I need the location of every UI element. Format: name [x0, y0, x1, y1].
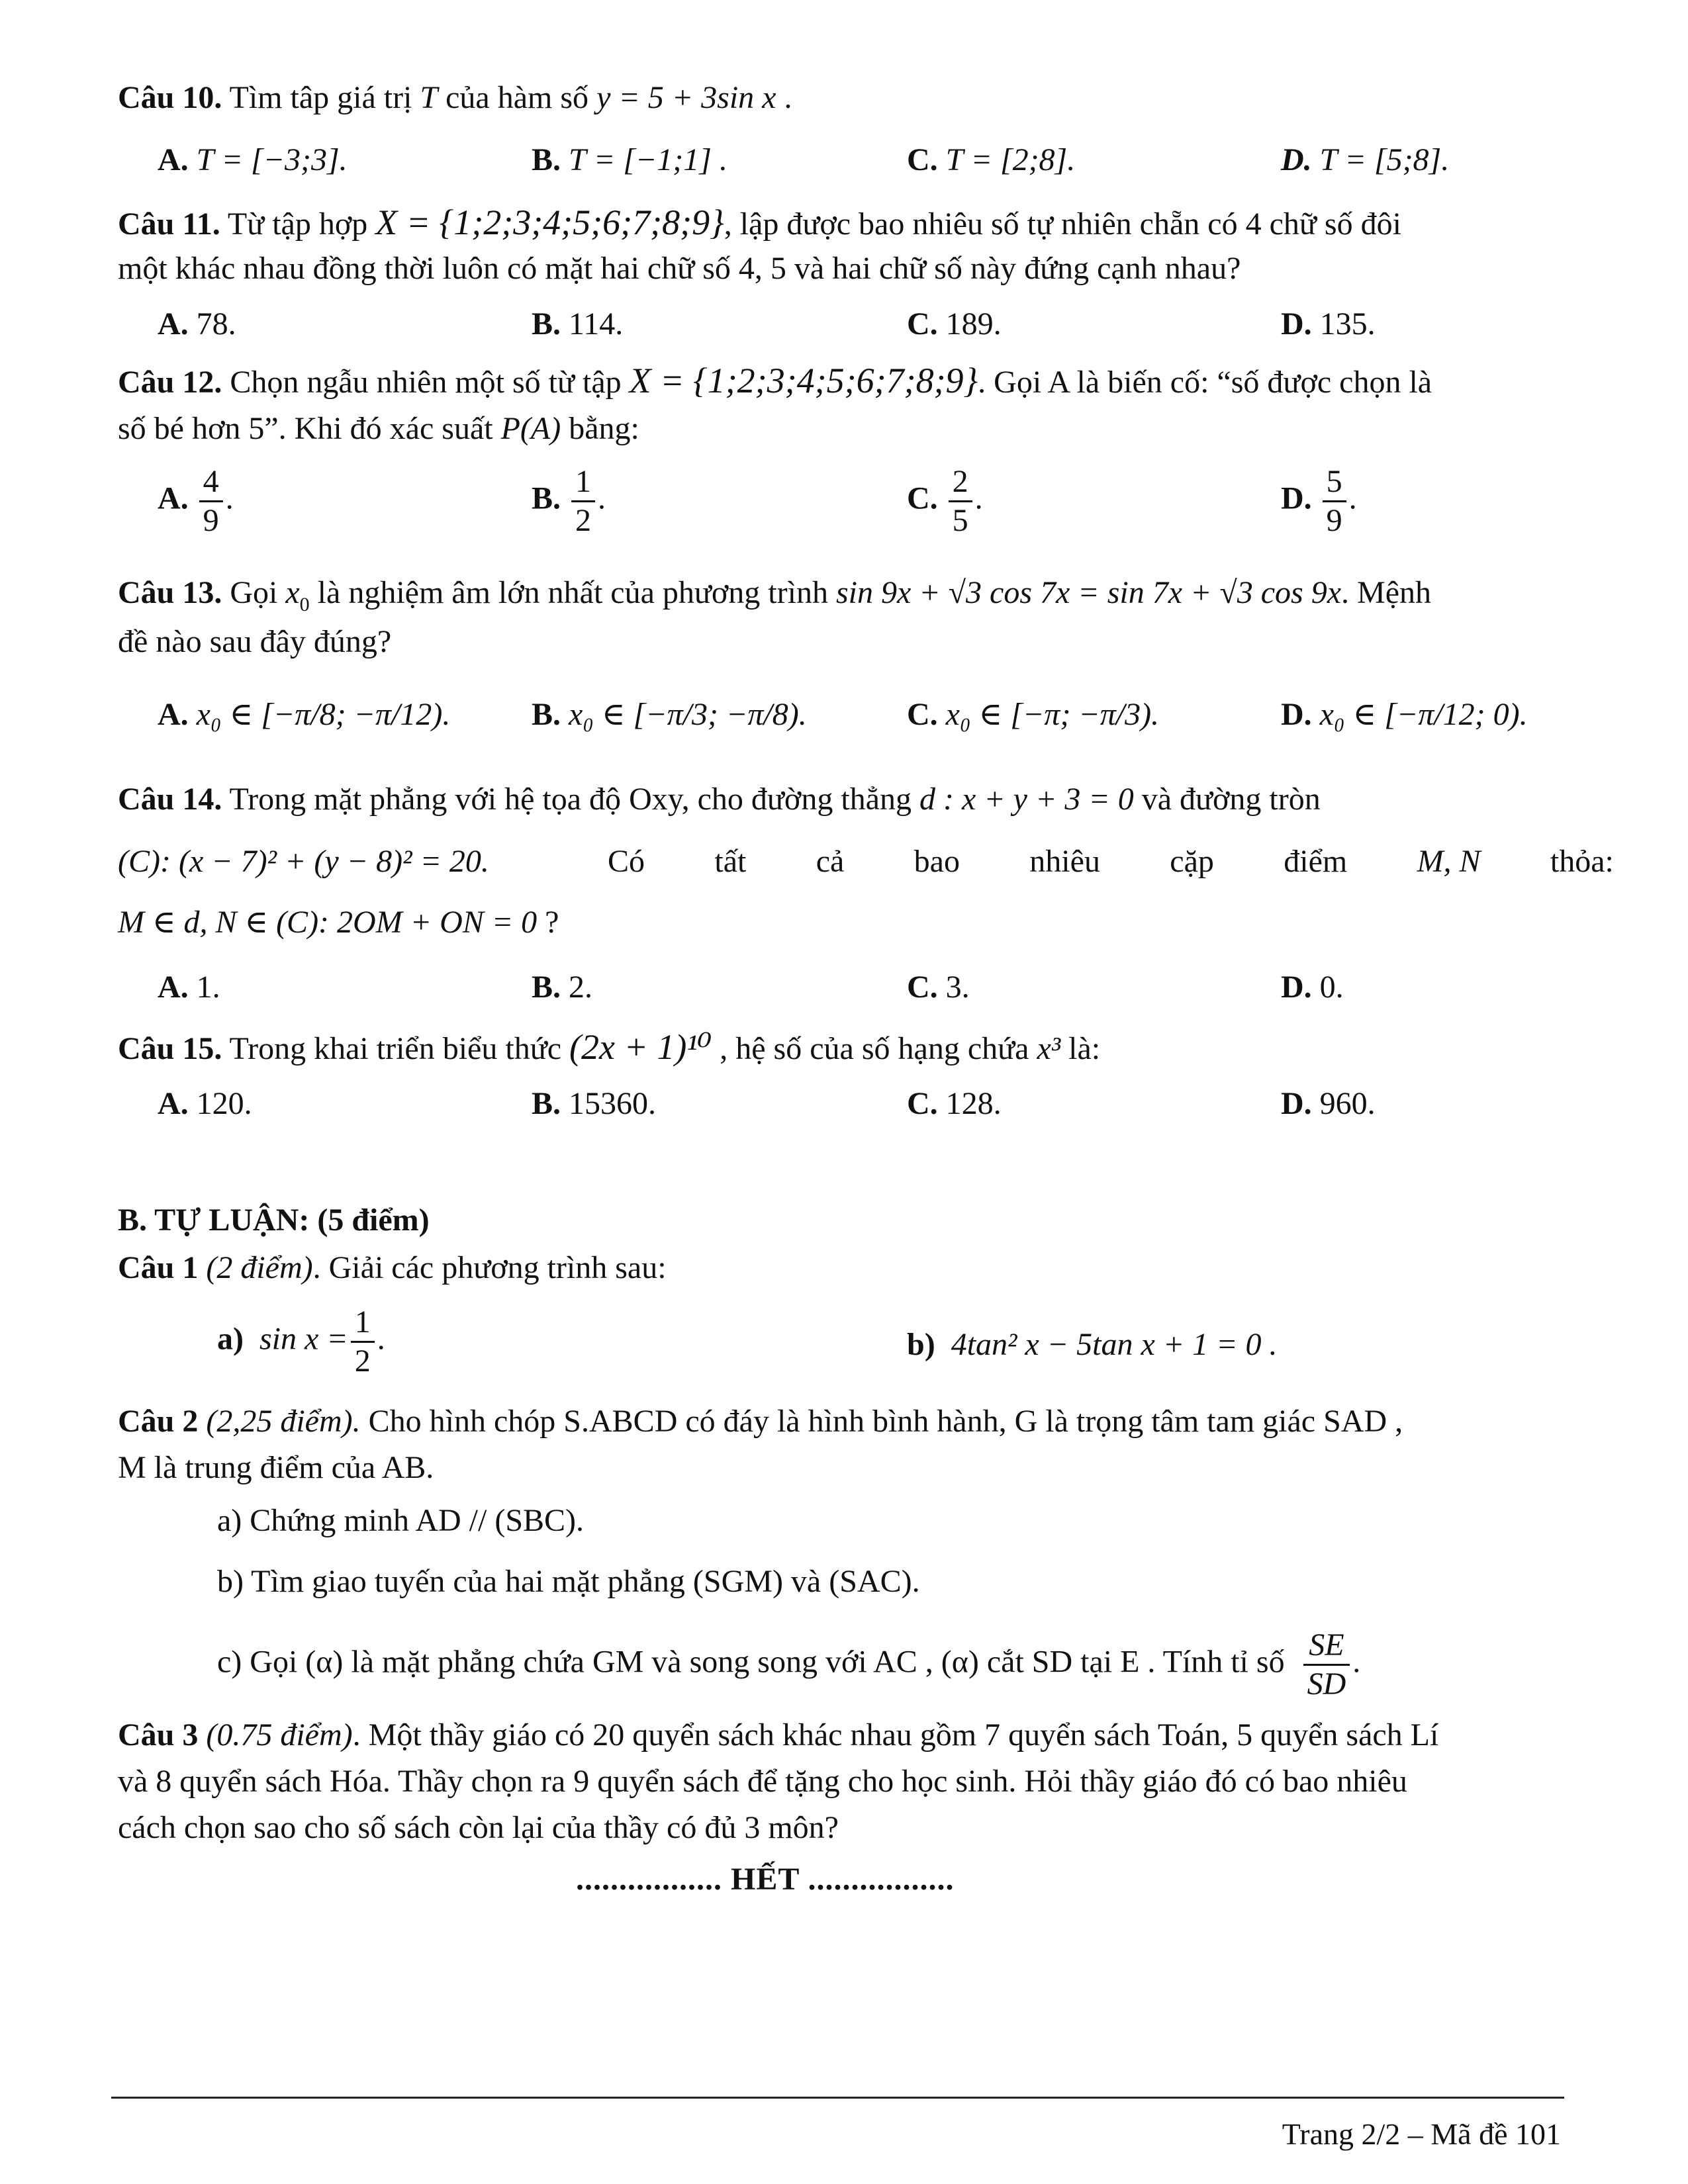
essay-question-1: Câu 1 (2 điểm). Giải các phương trình sau: [118, 1250, 667, 1285]
question-text: Tìm tâp giá trị [222, 80, 420, 115]
footer-divider [111, 2097, 1564, 2099]
option-a: A. T = [−3;3]. [158, 142, 348, 177]
section-title: B. TỰ LUẬN: (5 điểm) [118, 1203, 430, 1238]
math-var: T [420, 80, 438, 115]
option-a: A. 78. [158, 306, 236, 341]
option-b: B. 114. [532, 306, 624, 341]
essay-2a: a) Chứng minh AD // (SBC). [217, 1503, 585, 1538]
question-label: Câu 11. [118, 206, 220, 242]
option-b: B. x₀ ∈ [−π/3; −π/8). [532, 697, 807, 732]
fraction: $\frac{1}{2}$ [571, 463, 595, 539]
option-b: B. $\frac{1}{2}$ . [532, 464, 606, 538]
essay-2b: b) Tìm giao tuyến của hai mặt phẳng (SGM) và (SAC). [217, 1564, 920, 1599]
essay-question-3-line-3: cách chọn sao cho số sách còn lại của thầy có đủ 3 môn? [118, 1810, 839, 1845]
page-footer: Trang 2/2 – Mã đề 101 [1282, 2117, 1561, 2151]
fraction: $\frac{5}{9}$ [1323, 463, 1346, 539]
option-b: B. T = [−1;1] . [532, 142, 727, 177]
essay-question-2-line-2: M là trung điểm của AB. [118, 1450, 434, 1485]
option-c: C. T = [2;8]. [907, 142, 1076, 177]
question-12: Câu 12. Chọn ngẫu nhiên một số từ tập X = {1;2;3;4;5;6;7;8;9}. Gọi A là biến cố: “số được chọn là [118, 361, 1432, 400]
fraction: $\frac{SE}{SD}$ [1303, 1627, 1350, 1703]
option-d: D. 0. [1281, 970, 1344, 1005]
question-13-line-2: đề nào sau đây đúng? [118, 624, 392, 659]
fraction: $\frac{1}{2}$ [351, 1304, 375, 1380]
math-function: y = 5 + 3sin x [596, 80, 776, 115]
essay-question-2: Câu 2 (2,25 điểm). Cho hình chóp S.ABCD có đáy là hình bình hành, G là trọng tâm tam giác SAD , [118, 1404, 1403, 1439]
question-text: . [776, 80, 792, 115]
essay-question-3: Câu 3 (0.75 điểm). Một thầy giáo có 20 quyển sách khác nhau gồm 7 quyển sách Toán, 5 quyển sách Lí [118, 1717, 1439, 1752]
essay-question-3-line-2: và 8 quyển sách Hóa. Thầy chọn ra 9 quyển sách để tặng cho học sinh. Hỏi thầy giáo đó có bao nhiêu [118, 1764, 1407, 1799]
question-11-line-2: một khác nhau đồng thời luôn có mặt hai chữ số 4, 5 và hai chữ số này đứng cạnh nhau? [118, 251, 1241, 286]
option-a: A. $\frac{4}{9}$ . [158, 464, 234, 538]
fraction: $\frac{2}{5}$ [949, 463, 972, 539]
question-12-line-2: số bé hơn 5”. Khi đó xác suất P(A) bằng: [118, 411, 639, 446]
question-14: Câu 14. Trong mặt phẳng với hệ tọa độ Oxy, cho đường thẳng d : x + y + 3 = 0 và đường tròn [118, 782, 1321, 817]
question-label: Câu 15. [118, 1031, 222, 1066]
question-text: của hàm số [438, 80, 597, 115]
question-label: Câu 13. [118, 575, 222, 610]
option-d: D. $\frac{5}{9}$ . [1281, 464, 1357, 538]
option-c: C. 189. [907, 306, 1002, 341]
question-14-line-2-words: Có tất cả bao nhiêu cặp điểm M, N thỏa: [608, 844, 1614, 879]
question-label: Câu 10. [118, 80, 222, 115]
question-label: Câu 12. [118, 365, 222, 400]
question-label: Câu 14. [118, 782, 222, 817]
option-d: D. x₀ ∈ [−π/12; 0). [1281, 697, 1528, 732]
option-c: C. 128. [907, 1086, 1002, 1121]
option-b: B. 2. [532, 970, 593, 1005]
question-14-line-3: M ∈ d, N ∈ (C): 2OM + ON = 0 ? [118, 905, 559, 940]
option-c: C. $\frac{2}{5}$ . [907, 464, 983, 538]
option-a: A. 1. [158, 970, 220, 1005]
question-10 [118, 78, 792, 118]
option-b: B. 15360. [532, 1086, 657, 1121]
fraction: $\frac{4}{9}$ [199, 463, 223, 539]
option-c: C. x₀ ∈ [−π; −π/3). [907, 697, 1160, 732]
option-c: C. 3. [907, 970, 970, 1005]
question-14-line-2: (C): (x − 7)² + (y − 8)² = 20. [118, 844, 489, 879]
option-d: D. T = [5;8]. [1281, 142, 1450, 177]
essay-2c: c) Gọi (α) là mặt phẳng chứa GM và song song với AC , (α) cắt SD tại E . Tính tỉ số $\frac{SE}{SD}$ . [217, 1627, 1361, 1702]
question-15: Câu 15. Trong khai triển biểu thức (2x + 1)¹⁰ , hệ số của số hạng chứa x³ là: [118, 1027, 1101, 1067]
end-mark: ................. HẾT ................. [576, 1862, 955, 1897]
option-d: D. 135. [1281, 306, 1376, 341]
essay-1b: b) 4tan² x − 5tan x + 1 = 0 . [907, 1327, 1278, 1362]
question-13: Câu 13. Gọi $x_0$ là nghiệm âm lớn nhất của phương trình sin 9x + √3 cos 7x = sin 7x + √3 cos 9x. Mệnh [118, 575, 1432, 615]
option-a: A. 120. [158, 1086, 252, 1121]
option-d: D. 960. [1281, 1086, 1376, 1121]
option-a: A. x₀ ∈ [−π/8; −π/12). [158, 697, 451, 732]
question-11: Câu 11. Từ tập hợp X = {1;2;3;4;5;6;7;8;9}, lập được bao nhiêu số tự nhiên chẵn có 4 chữ số đôi [118, 203, 1401, 242]
essay-1a: a) sin x = $\frac{1}{2}$ . [217, 1304, 385, 1379]
